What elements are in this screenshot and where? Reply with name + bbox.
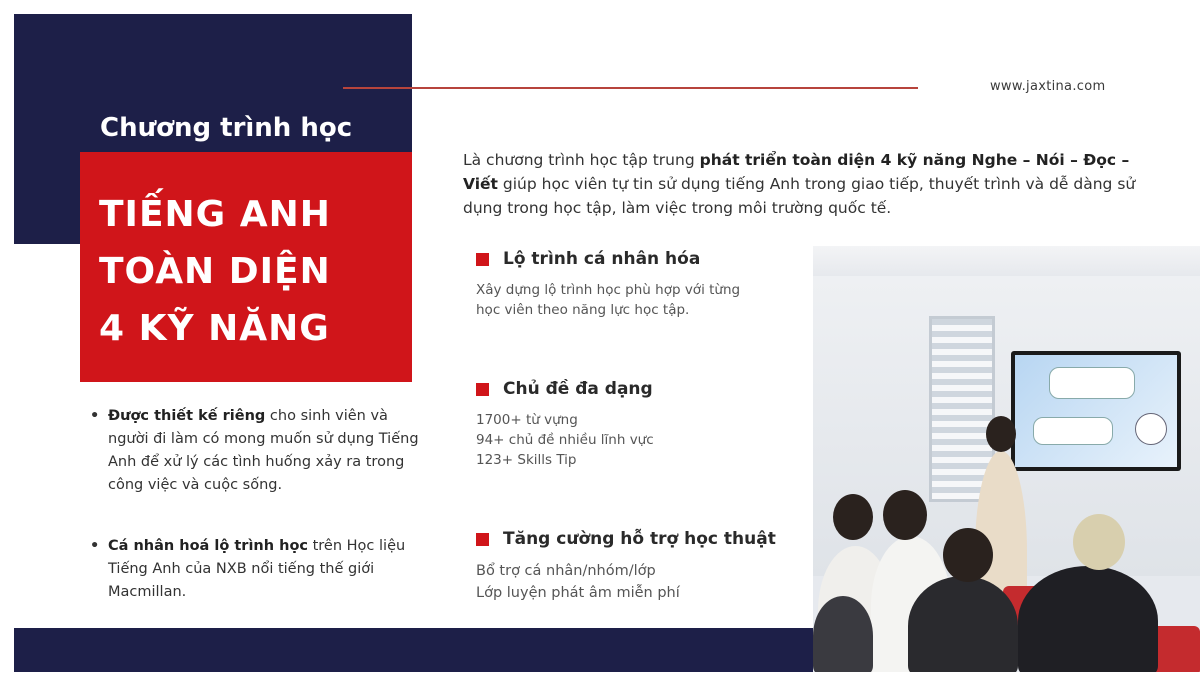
hero-title-block: [80, 152, 412, 382]
feature-line: học viên theo năng lực học tập.: [476, 302, 690, 318]
feature-description: [476, 560, 806, 604]
intro-text: Là chương trình học tập trung: [463, 151, 700, 169]
hero-title-line: TIẾNG ANH: [99, 194, 331, 235]
classroom-photo: [813, 246, 1200, 672]
hero-title-line: 4 KỸ NĂNG: [99, 308, 330, 349]
benefit-item: [88, 405, 428, 497]
red-square-icon: [476, 253, 489, 266]
feature-line: Bổ trợ cá nhân/nhóm/lớp: [476, 563, 656, 579]
intro-highlight: phát triển toàn diện 4 kỹ năng Nghe – Nói – Đọc – Viết: [463, 151, 1130, 193]
feature-line: 94+ chủ đề nhiều lĩnh vực: [476, 432, 654, 448]
hero-title-line: TOÀN DIỆN: [99, 251, 331, 292]
benefit-highlight: Cá nhân hoá lộ trình học: [108, 538, 308, 554]
student-figure: [1018, 566, 1158, 672]
hero-subtitle: Chương trình học: [100, 113, 353, 143]
benefit-highlight: Được thiết kế riêng: [108, 408, 266, 424]
website-url: www.jaxtina.com: [990, 79, 1106, 94]
feature-description: [476, 280, 806, 320]
divider-line: [343, 87, 918, 89]
feature-line: 1700+ từ vựng: [476, 412, 578, 428]
red-square-icon: [476, 533, 489, 546]
feature-line: Lớp luyện phát âm miễn phí: [476, 585, 680, 601]
red-square-icon: [476, 383, 489, 396]
feature-title: Tăng cường hỗ trợ học thuật: [503, 529, 776, 549]
benefit-text: cho sinh viên và người đi làm có mong muốn sử dụng Tiếng Anh để xử lý các tình huống xảy ra trong công việc và cuộc sống.: [108, 408, 419, 493]
student-figure: [813, 596, 873, 672]
feature-academic-support: [476, 526, 806, 604]
bullet-icon: •: [90, 408, 100, 424]
feature-line: 123+ Skills Tip: [476, 452, 577, 468]
bullet-icon: •: [90, 538, 100, 554]
benefit-item: [88, 535, 428, 604]
feature-diverse-topics: [476, 376, 806, 470]
benefit-list: [88, 405, 428, 604]
feature-personalized-path: [476, 246, 806, 320]
tv-screen: [1011, 351, 1181, 471]
intro-paragraph: [463, 148, 1153, 220]
student-figure: [908, 576, 1018, 672]
benefit-text: trên Học liệu Tiếng Anh của NXB nổi tiếng thế giới Macmillan.: [108, 538, 406, 600]
feature-description: [476, 410, 806, 470]
feature-title: Chủ đề đa dạng: [503, 379, 653, 399]
feature-line: Xây dựng lộ trình học phù hợp với từng: [476, 282, 741, 298]
intro-text: giúp học viên tự tin sử dụng tiếng Anh trong giao tiếp, thuyết trình và dễ dàng sử dụng trong học tập, làm việc trong môi trường quốc tế.: [463, 175, 1136, 217]
feature-title: Lộ trình cá nhân hóa: [503, 249, 701, 269]
